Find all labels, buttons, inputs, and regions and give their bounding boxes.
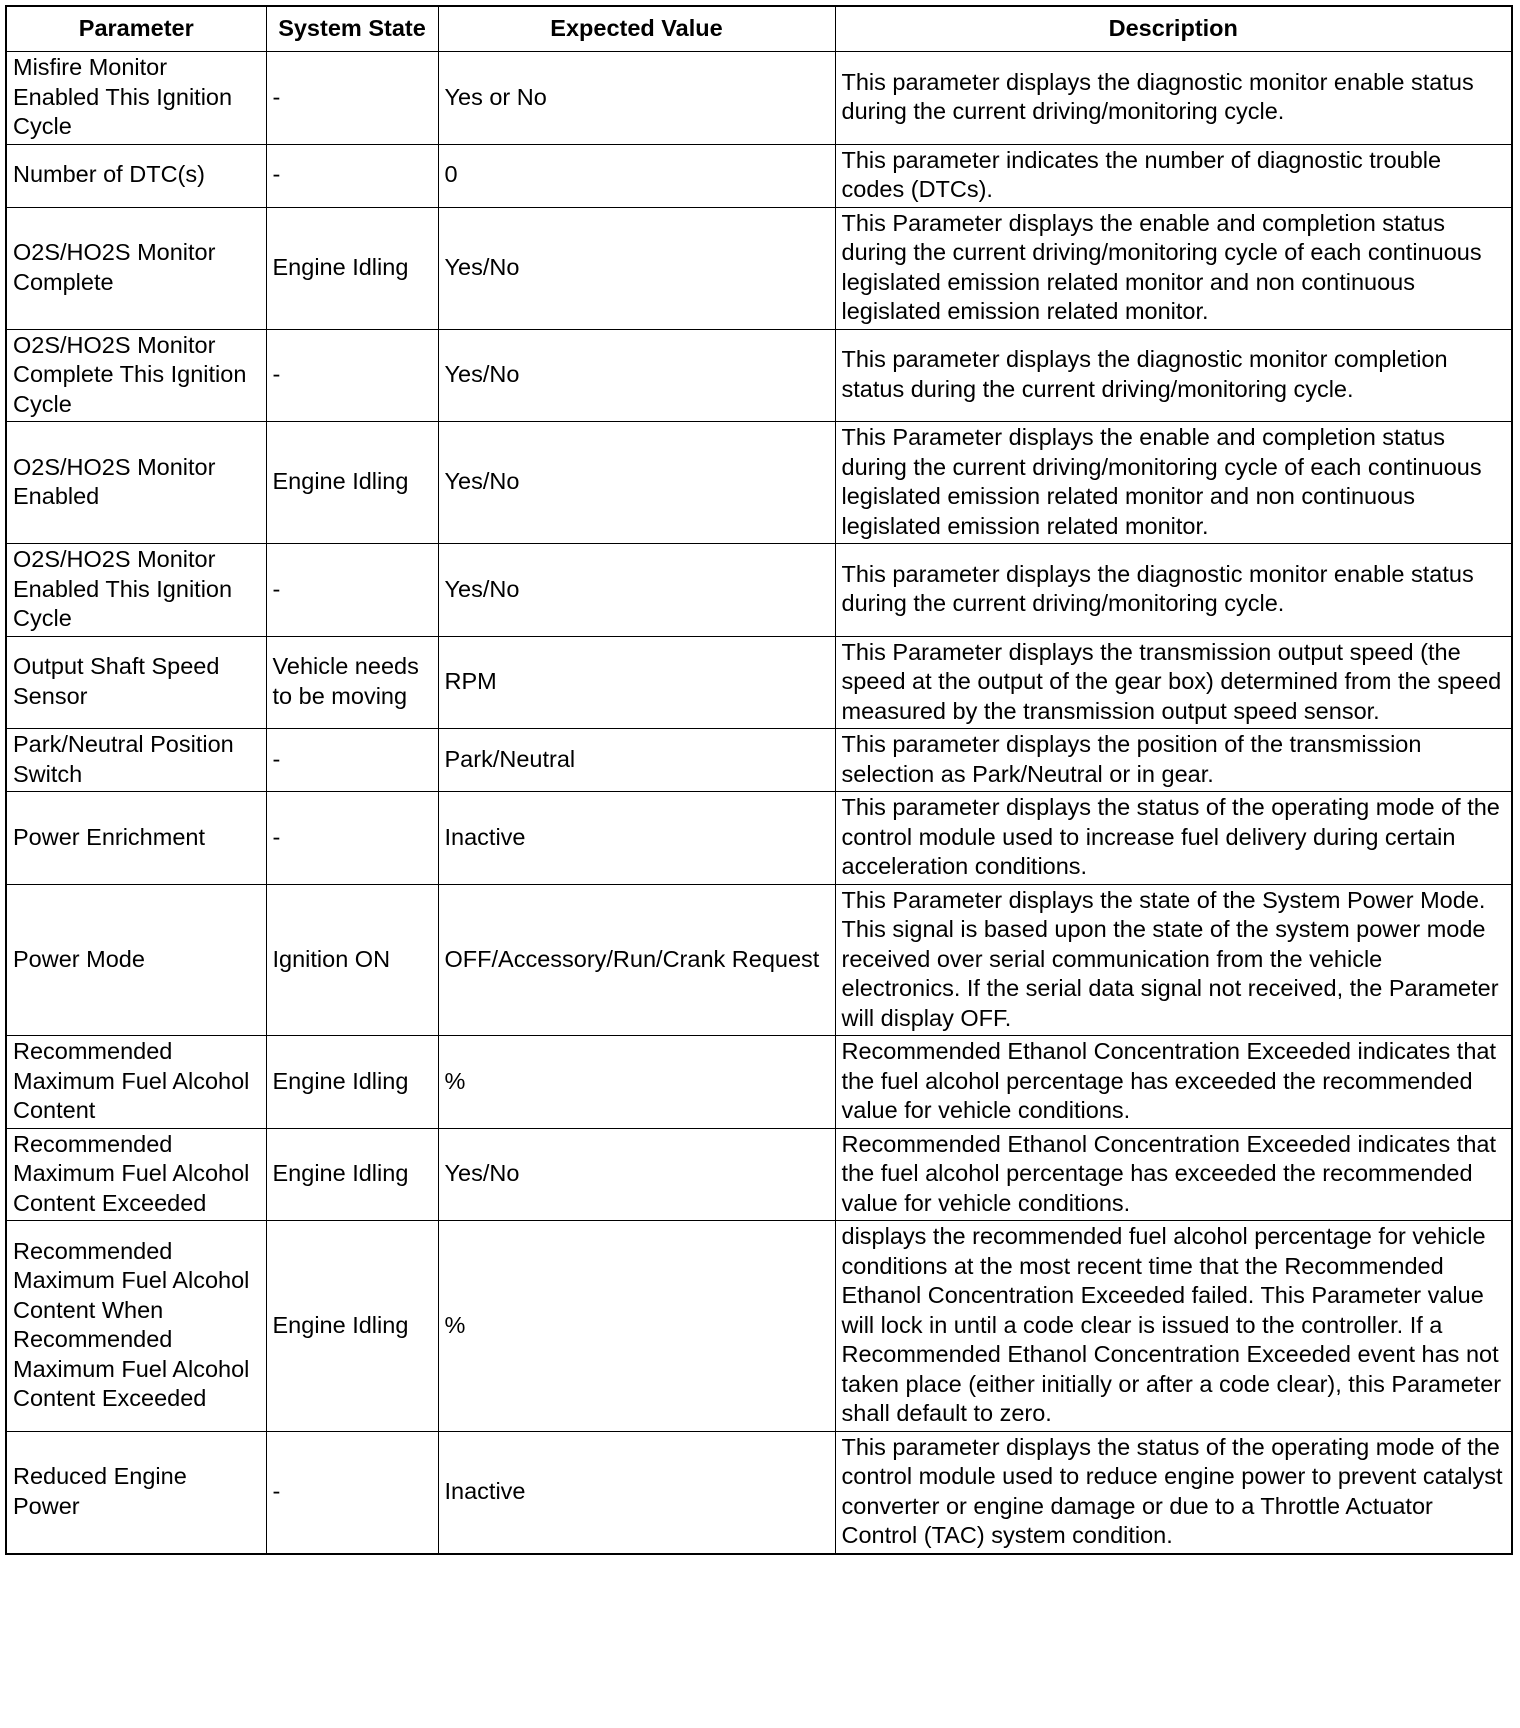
cell-parameter: O2S/HO2S Monitor Complete This Ignition Cycle bbox=[6, 329, 266, 422]
cell-parameter: Output Shaft Speed Sensor bbox=[6, 636, 266, 729]
cell-system-state: - bbox=[266, 729, 438, 792]
cell-expected-value: Inactive bbox=[438, 1431, 835, 1554]
table-header bbox=[6, 6, 1512, 52]
cell-description: This parameter displays the diagnostic monitor enable status during the current driving/monitoring cycle. bbox=[835, 544, 1512, 637]
cell-system-state: Engine Idling bbox=[266, 1128, 438, 1221]
cell-parameter: Recommended Maximum Fuel Alcohol Content Exceeded bbox=[6, 1128, 266, 1221]
cell-description: This Parameter displays the enable and completion status during the current driving/monitoring cycle of each continuous legislated emission related monitor and non continuous legislated emission related monitor. bbox=[835, 422, 1512, 544]
cell-parameter: Number of DTC(s) bbox=[6, 144, 266, 207]
table-row bbox=[6, 1128, 1512, 1221]
cell-parameter: Recommended Maximum Fuel Alcohol Content When Recommended Maximum Fuel Alcohol Content Exceeded bbox=[6, 1221, 266, 1432]
cell-system-state: Engine Idling bbox=[266, 207, 438, 329]
table-body bbox=[6, 52, 1512, 1554]
cell-expected-value: Yes/No bbox=[438, 422, 835, 544]
cell-expected-value: Inactive bbox=[438, 792, 835, 885]
header-system-state: System State bbox=[266, 6, 438, 52]
cell-parameter: Misfire Monitor Enabled This Ignition Cycle bbox=[6, 52, 266, 145]
cell-expected-value: Yes/No bbox=[438, 329, 835, 422]
table-row bbox=[6, 729, 1512, 792]
cell-parameter: O2S/HO2S Monitor Enabled This Ignition Cycle bbox=[6, 544, 266, 637]
cell-expected-value: % bbox=[438, 1036, 835, 1129]
cell-system-state: Vehicle needs to be moving bbox=[266, 636, 438, 729]
cell-parameter: Reduced Engine Power bbox=[6, 1431, 266, 1554]
cell-description: This Parameter displays the transmission output speed (the speed at the output of the gear box) determined from the speed measured by the transmission output speed sensor. bbox=[835, 636, 1512, 729]
table-row bbox=[6, 422, 1512, 544]
cell-system-state: Engine Idling bbox=[266, 1036, 438, 1129]
parameter-table bbox=[5, 5, 1513, 1555]
cell-parameter: Recommended Maximum Fuel Alcohol Content bbox=[6, 1036, 266, 1129]
cell-description: This parameter displays the diagnostic monitor enable status during the current driving/monitoring cycle. bbox=[835, 52, 1512, 145]
cell-parameter: Power Mode bbox=[6, 884, 266, 1036]
cell-expected-value: Yes/No bbox=[438, 544, 835, 637]
cell-expected-value: RPM bbox=[438, 636, 835, 729]
cell-system-state: - bbox=[266, 792, 438, 885]
cell-parameter: O2S/HO2S Monitor Enabled bbox=[6, 422, 266, 544]
cell-system-state: Engine Idling bbox=[266, 1221, 438, 1432]
cell-system-state: - bbox=[266, 52, 438, 145]
cell-description: This Parameter displays the enable and completion status during the current driving/monitoring cycle of each continuous legislated emission related monitor and non continuous legislated emission related monitor. bbox=[835, 207, 1512, 329]
cell-system-state: - bbox=[266, 144, 438, 207]
cell-parameter: Power Enrichment bbox=[6, 792, 266, 885]
cell-parameter: Park/Neutral Position Switch bbox=[6, 729, 266, 792]
cell-description: This parameter displays the status of the operating mode of the control module used to increase fuel delivery during certain acceleration conditions. bbox=[835, 792, 1512, 885]
cell-expected-value: Yes/No bbox=[438, 207, 835, 329]
cell-expected-value: Yes or No bbox=[438, 52, 835, 145]
table-row bbox=[6, 884, 1512, 1036]
table-row bbox=[6, 52, 1512, 145]
table-row bbox=[6, 636, 1512, 729]
cell-description: This parameter displays the diagnostic monitor completion status during the current driving/monitoring cycle. bbox=[835, 329, 1512, 422]
cell-description: Recommended Ethanol Concentration Exceeded indicates that the fuel alcohol percentage has exceeded the recommended value for vehicle conditions. bbox=[835, 1128, 1512, 1221]
table-row bbox=[6, 1221, 1512, 1432]
cell-description: This parameter indicates the number of diagnostic trouble codes (DTCs). bbox=[835, 144, 1512, 207]
table-row bbox=[6, 207, 1512, 329]
table-row bbox=[6, 144, 1512, 207]
cell-description: This parameter displays the status of the operating mode of the control module used to reduce engine power to prevent catalyst converter or engine damage or due to a Throttle Actuator Control (TAC) system condition. bbox=[835, 1431, 1512, 1554]
header-expected-value: Expected Value bbox=[438, 6, 835, 52]
parameter-table-container bbox=[5, 5, 1511, 1555]
table-row bbox=[6, 792, 1512, 885]
table-row bbox=[6, 1036, 1512, 1129]
cell-system-state: Ignition ON bbox=[266, 884, 438, 1036]
cell-expected-value: % bbox=[438, 1221, 835, 1432]
cell-description: This Parameter displays the state of the System Power Mode. This signal is based upon the state of the system power mode received over serial communication from the vehicle electronics. If the serial data signal not received, the Parameter will display OFF. bbox=[835, 884, 1512, 1036]
cell-description: Recommended Ethanol Concentration Exceeded indicates that the fuel alcohol percentage has exceeded the recommended value for vehicle conditions. bbox=[835, 1036, 1512, 1129]
table-row bbox=[6, 544, 1512, 637]
cell-expected-value: 0 bbox=[438, 144, 835, 207]
cell-description: displays the recommended fuel alcohol percentage for vehicle conditions at the most recent time that the Recommended Ethanol Concentration Exceeded failed. This Parameter value will lock in until a code clear is issued to the controller. If a Recommended Ethanol Concentration Exceeded event has not taken place (either initially or after a code clear), this Parameter shall default to zero. bbox=[835, 1221, 1512, 1432]
header-parameter: Parameter bbox=[6, 6, 266, 52]
table-row bbox=[6, 329, 1512, 422]
cell-expected-value: Park/Neutral bbox=[438, 729, 835, 792]
table-row bbox=[6, 1431, 1512, 1554]
cell-description: This parameter displays the position of the transmission selection as Park/Neutral or in gear. bbox=[835, 729, 1512, 792]
cell-system-state: Engine Idling bbox=[266, 422, 438, 544]
cell-system-state: - bbox=[266, 1431, 438, 1554]
header-row bbox=[6, 6, 1512, 52]
cell-parameter: O2S/HO2S Monitor Complete bbox=[6, 207, 266, 329]
cell-expected-value: Yes/No bbox=[438, 1128, 835, 1221]
header-description: Description bbox=[835, 6, 1512, 52]
cell-system-state: - bbox=[266, 544, 438, 637]
cell-system-state: - bbox=[266, 329, 438, 422]
cell-expected-value: OFF/Accessory/Run/Crank Request bbox=[438, 884, 835, 1036]
